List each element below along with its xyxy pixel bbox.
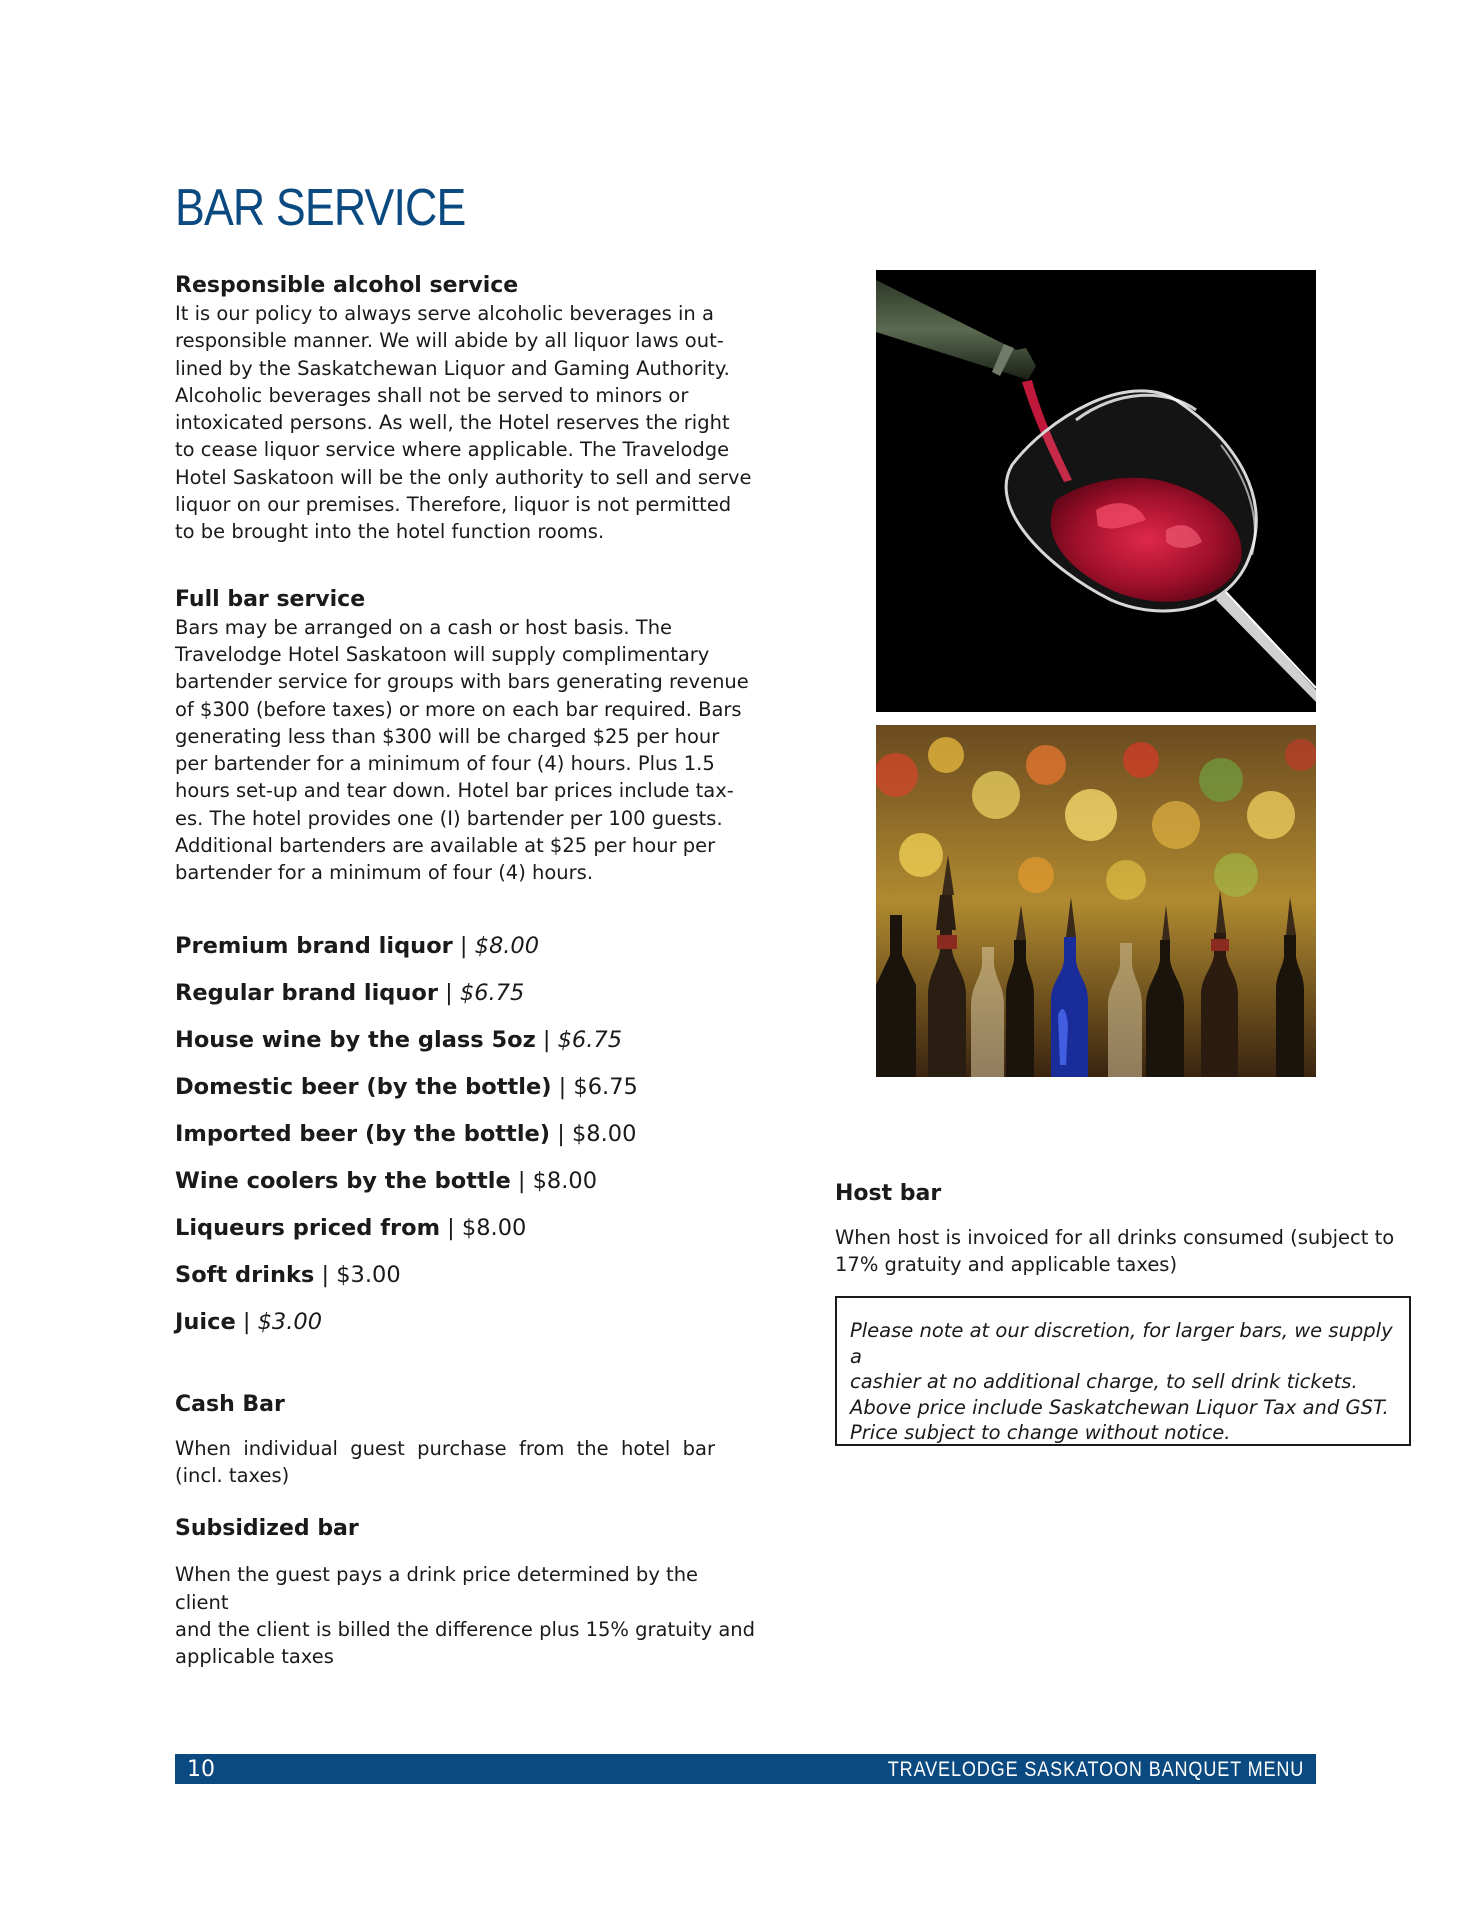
- price-item-price: $8.00: [571, 1120, 637, 1147]
- price-list: [175, 931, 755, 1337]
- page-title: BAR SERVICE: [175, 179, 466, 237]
- paragraph-line: lined by the Saskatchewan Liquor and Gaming Authority.: [175, 356, 730, 380]
- paragraph-line: per bartender for a minimum of four (4) hours. Plus 1.5: [175, 752, 715, 776]
- right-column: [835, 1180, 1415, 1279]
- price-item-name: Soft drinks: [175, 1261, 315, 1288]
- liquor-bottles-photo: [876, 725, 1316, 1077]
- responsible-paragraph: [175, 300, 755, 546]
- price-item-price: $8.00: [461, 1214, 527, 1241]
- host-bar-heading: Host bar: [835, 1181, 942, 1206]
- price-item-price: $3.00: [257, 1308, 323, 1335]
- price-item: [175, 1119, 755, 1149]
- notice-line: Please note at our discretion, for larger bars, we supply a: [850, 1319, 1393, 1368]
- price-item: [175, 931, 755, 961]
- notice-line: Price subject to change without notice.: [850, 1421, 1231, 1444]
- subsidized-bar-paragraph: [175, 1561, 755, 1670]
- wine-pour-photo: [876, 270, 1316, 712]
- subsidized-bar-heading: Subsidized bar: [175, 1516, 359, 1542]
- price-item-price: $6.75: [573, 1073, 638, 1100]
- price-item: [175, 1260, 755, 1290]
- paragraph-line: Bars may be arranged on a cash or host basis. The: [175, 615, 673, 639]
- notice-box: [835, 1296, 1411, 1446]
- footer-bar: [175, 1754, 1316, 1784]
- price-item-name: Domestic beer (by the bottle): [175, 1073, 552, 1100]
- price-separator: |: [235, 1308, 258, 1335]
- notice-line: cashier at no additional charge, to sell drink tickets.: [850, 1370, 1358, 1393]
- price-item: [175, 1213, 755, 1243]
- price-separator: |: [535, 1026, 558, 1053]
- price-separator: |: [550, 1120, 572, 1147]
- paragraph-line: responsible manner. We will abide by all liquor laws out-: [175, 329, 724, 353]
- price-item: [175, 1072, 755, 1102]
- price-item-price: $3.00: [336, 1261, 401, 1288]
- price-separator: |: [314, 1261, 337, 1288]
- cash-bar-heading: Cash Bar: [175, 1391, 285, 1417]
- price-item-price: $8.00: [474, 932, 540, 959]
- paragraph-line: to cease liquor service where applicable. The Travelodge: [175, 438, 730, 462]
- paragraph-line: Alcoholic beverages shall not be served to minors or: [175, 383, 689, 407]
- price-item-name: Wine coolers by the bottle: [175, 1167, 511, 1194]
- host-bar-paragraph: [835, 1224, 1415, 1279]
- paragraph-line: bartender service for groups with bars generating revenue: [175, 670, 749, 694]
- paragraph-line: and the client is billed the difference plus 15% gratuity and: [175, 1617, 756, 1641]
- paragraph-line: hours set-up and tear down. Hotel bar prices include tax-: [175, 779, 734, 803]
- paragraph-line: generating less than $300 will be charged $25 per hour: [175, 724, 720, 748]
- page-number: 10: [187, 1757, 215, 1782]
- notice-line: Above price include Saskatchewan Liquor Tax and GST.: [850, 1395, 1389, 1419]
- price-item-price: $8.00: [532, 1167, 598, 1194]
- paragraph-line: Hotel Saskatoon will be the only authority to sell and serve: [175, 465, 752, 489]
- price-item-price: $6.75: [557, 1026, 623, 1053]
- price-item-name: Premium brand liquor: [175, 932, 453, 959]
- responsible-heading: Responsible alcohol service: [175, 273, 519, 298]
- paragraph-line: When host is invoiced for all drinks consumed (subject to: [835, 1226, 1395, 1249]
- paragraph-line: When the guest pays a drink price determined by the client: [175, 1563, 699, 1614]
- paragraph-line: It is our policy to always serve alcoholic beverages in a: [175, 302, 714, 325]
- price-item: [175, 1025, 755, 1055]
- cash-bar-text: When individual guest purchase from the hotel bar (incl. taxes): [175, 1436, 715, 1487]
- paragraph-line: es. The hotel provides one (I) bartender per 100 guests.: [175, 806, 723, 830]
- paragraph-line: Additional bartenders are available at $25 per hour per: [175, 834, 716, 858]
- price-separator: |: [452, 932, 475, 959]
- paragraph-line: applicable taxes: [175, 1645, 334, 1669]
- price-item-price: $6.75: [459, 979, 525, 1006]
- paragraph-line: to be brought into the hotel function rooms.: [175, 520, 605, 544]
- price-item-name: Regular brand liquor: [175, 979, 438, 1006]
- price-item-name: Imported beer (by the bottle): [175, 1120, 551, 1147]
- paragraph-line: intoxicated persons. As well, the Hotel reserves the right: [175, 411, 730, 435]
- price-item: [175, 1307, 755, 1337]
- price-item-name: Juice: [175, 1308, 236, 1335]
- price-separator: |: [440, 1214, 462, 1241]
- footer-title: TRAVELODGE SASKATOON BANQUET MENU: [887, 1758, 1304, 1781]
- full-bar-paragraph: [175, 614, 755, 887]
- paragraph-line: bartender for a minimum of four (4) hours.: [175, 861, 594, 885]
- paragraph-line: of $300 (before taxes) or more on each bar required. Bars: [175, 697, 742, 721]
- price-item: [175, 1166, 755, 1196]
- price-separator: |: [551, 1073, 574, 1100]
- price-item-name: Liqueurs priced from: [175, 1214, 441, 1241]
- price-separator: |: [510, 1167, 533, 1194]
- full-bar-heading: Full bar service: [175, 586, 366, 612]
- price-item-name: House wine by the glass 5oz: [175, 1026, 536, 1053]
- paragraph-line: 17% gratuity and applicable taxes): [835, 1253, 1178, 1277]
- paragraph-line: Travelodge Hotel Saskatoon will supply complimentary: [175, 642, 710, 666]
- left-column: [175, 272, 755, 1670]
- price-separator: |: [437, 979, 460, 1006]
- paragraph-line: liquor on our premises. Therefore, liquor is not permitted: [175, 493, 732, 517]
- price-item: [175, 978, 755, 1008]
